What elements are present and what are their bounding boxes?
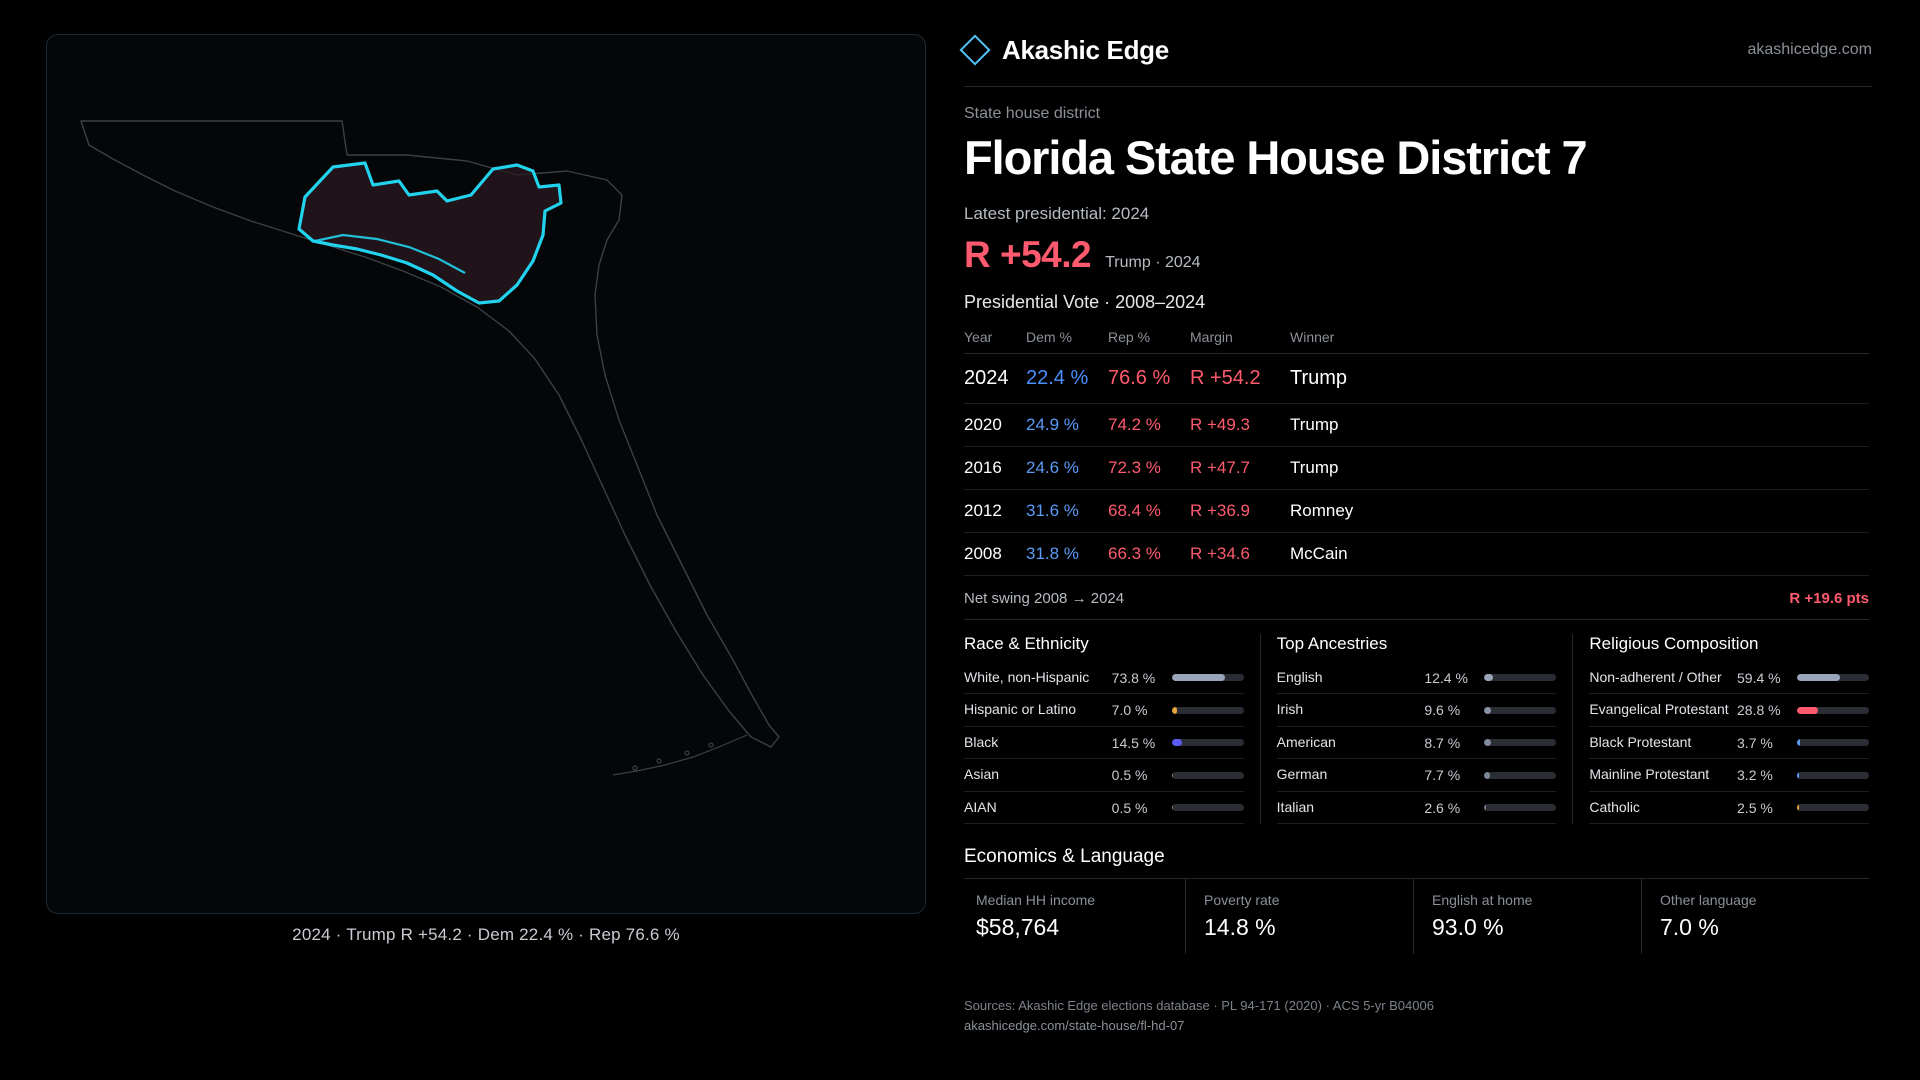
religion-value: 28.8 %: [1737, 702, 1781, 718]
header-rule-wrap: [960, 86, 1872, 87]
cell-winner: Trump: [1290, 446, 1869, 489]
religion-column: [1572, 634, 1869, 825]
econ-label: Other language: [1660, 892, 1757, 909]
religion-label: Mainline Protestant: [1589, 766, 1710, 783]
race-value: 0.5 %: [1111, 799, 1148, 816]
col-dem: Dem %: [1026, 323, 1108, 354]
ancestries-title: Top Ancestries: [1276, 633, 1388, 653]
religion-row: [1589, 792, 1869, 825]
race-label: Hispanic or Latino: [964, 701, 1077, 718]
ancestry-label: American: [1276, 733, 1336, 750]
ancestry-row: [1277, 792, 1557, 825]
econ-label: Median HH income: [976, 892, 1096, 909]
info-panel: [960, 0, 1920, 1080]
table-row: [964, 403, 1869, 446]
religion-bar: [1797, 804, 1869, 811]
ancestry-bar: [1484, 804, 1556, 811]
religion-row: [1589, 694, 1869, 727]
net-swing-label: Net swing 2008 → 2024: [964, 589, 1125, 607]
florida-keys: [613, 735, 747, 775]
headline-margin: [960, 234, 1872, 276]
race-title: Race & Ethnicity: [964, 633, 1089, 653]
race-row: [964, 759, 1244, 792]
col-year: Year: [964, 323, 1026, 354]
vote-section-title: Presidential Vote · 2008–2024: [964, 291, 1206, 312]
cell-year: 2016: [964, 446, 1026, 489]
race-bar: [1172, 772, 1244, 779]
cell-year: 2012: [964, 489, 1026, 532]
religion-label: Evangelical Protestant: [1589, 701, 1729, 718]
race-value: 7.0 %: [1111, 702, 1148, 718]
cell-margin: R +36.9: [1190, 489, 1290, 532]
cell-year: 2024: [964, 353, 1026, 403]
ancestries-column: [1260, 634, 1557, 825]
race-row: [964, 792, 1244, 825]
cell-winner: Trump: [1290, 403, 1869, 446]
footer-url[interactable]: akashicedge.com/state-house/fl-hd-07: [964, 1018, 1185, 1034]
table-row: [964, 489, 1869, 532]
ancestry-bar: [1484, 707, 1556, 714]
religion-row: [1589, 759, 1869, 792]
religion-label: Catholic: [1589, 798, 1640, 815]
cell-dem: 22.4 %: [1026, 353, 1108, 403]
economics-title: Economics & Language: [964, 846, 1165, 868]
ancestry-label: Italian: [1276, 798, 1315, 815]
diamond-icon: [959, 34, 990, 65]
ancestry-label: German: [1276, 766, 1328, 783]
table-header-row: [964, 323, 1869, 354]
cell-dem: 31.8 %: [1026, 532, 1108, 575]
race-bar: [1172, 707, 1244, 714]
race-value: 73.8 %: [1111, 669, 1156, 686]
race-row: [964, 662, 1244, 695]
ancestry-value: 9.6 %: [1424, 702, 1461, 718]
headline-margin-sub: Trump · 2024: [1105, 253, 1201, 271]
ancestry-label: English: [1276, 668, 1323, 685]
cell-rep: 76.6 %: [1108, 353, 1190, 403]
econ-cell: [1185, 879, 1413, 954]
col-margin: Margin: [1190, 323, 1290, 354]
religion-bar: [1797, 674, 1869, 681]
race-ethnicity-column: [964, 634, 1244, 825]
ancestry-bar: [1484, 772, 1556, 779]
cell-dem: 24.9 %: [1026, 403, 1108, 446]
religion-value: 3.7 %: [1737, 734, 1773, 751]
religion-bar: [1797, 739, 1869, 746]
ancestry-row: [1277, 662, 1557, 695]
cell-year: 2008: [964, 532, 1026, 575]
net-swing-value: R +19.6 pts: [1789, 589, 1869, 607]
net-swing-row: [964, 590, 1869, 607]
religion-value: 59.4 %: [1737, 669, 1781, 686]
race-row: [964, 694, 1244, 727]
religion-value: 2.5 %: [1737, 799, 1773, 816]
econ-value: 7.0 %: [1660, 914, 1719, 941]
religion-label: Non-adherent / Other: [1589, 668, 1722, 685]
race-bar: [1172, 739, 1244, 746]
race-label: Asian: [964, 766, 1000, 783]
cell-dem: 31.6 %: [1026, 489, 1108, 532]
ancestry-bar: [1484, 674, 1556, 681]
ancestry-value: 7.7 %: [1424, 767, 1461, 783]
religion-title: Religious Composition: [1589, 633, 1759, 653]
map-caption: 2024 · Trump R +54.2 · Dem 22.4 % · Rep 76.6 %: [292, 925, 680, 944]
brand-name: Akashic Edge: [1002, 34, 1169, 65]
religion-bar: [1797, 707, 1869, 714]
cell-dem: 24.6 %: [1026, 446, 1108, 489]
latest-presidential-label: Latest presidential: 2024: [964, 203, 1150, 223]
brand-url: akashicedge.com: [1747, 41, 1872, 58]
race-value: 14.5 %: [1111, 734, 1156, 751]
ancestry-row: [1277, 759, 1557, 792]
col-winner: Winner: [1290, 323, 1869, 354]
swing-divider: [964, 619, 1869, 620]
footer-sources: [964, 996, 1869, 1036]
sources-line: Sources: Akashic Edge elections database · PL 94-171 (2020) · ACS 5-yr B04006: [964, 998, 1434, 1014]
econ-label: Poverty rate: [1204, 892, 1280, 909]
econ-value: $58,764: [976, 914, 1060, 941]
cell-year: 2020: [964, 403, 1026, 446]
religion-label: Black Protestant: [1589, 733, 1692, 750]
ancestry-row: [1277, 727, 1557, 760]
eyebrow-label: State house district: [964, 105, 1101, 122]
race-value: 0.5 %: [1111, 767, 1148, 783]
ancestry-bar: [1484, 739, 1556, 746]
econ-value: 93.0 %: [1432, 914, 1504, 941]
race-label: AIAN: [964, 798, 997, 815]
ancestry-value: 12.4 %: [1424, 669, 1468, 686]
religion-value: 3.2 %: [1737, 767, 1773, 783]
cell-margin: R +54.2: [1190, 353, 1290, 403]
demographics-section: [964, 634, 1869, 825]
religion-row: [1589, 727, 1869, 760]
brand-row: [960, 28, 1872, 72]
table-row: [964, 353, 1869, 403]
religion-row: [1589, 662, 1869, 695]
religion-bar: [1797, 772, 1869, 779]
econ-label: English at home: [1432, 892, 1533, 909]
econ-cell: [1413, 879, 1641, 954]
econ-cell: [1641, 879, 1869, 954]
table-row: [964, 446, 1869, 489]
cell-margin: R +47.7: [1190, 446, 1290, 489]
race-label: Black: [964, 733, 999, 750]
race-row: [964, 727, 1244, 760]
econ-value: 14.8 %: [1204, 914, 1276, 941]
cell-winner: Trump: [1290, 353, 1869, 403]
headline-margin-value: R +54.2: [964, 233, 1092, 275]
race-bar: [1172, 804, 1244, 811]
cell-rep: 66.3 %: [1108, 532, 1190, 575]
map-frame: [46, 34, 926, 914]
cell-margin: R +49.3: [1190, 403, 1290, 446]
page-title: Florida State House District 7: [964, 131, 1587, 184]
cell-rep: 72.3 %: [1108, 446, 1190, 489]
ancestry-label: Irish: [1276, 701, 1304, 718]
cell-winner: McCain: [1290, 532, 1869, 575]
ancestry-row: [1277, 694, 1557, 727]
cell-rep: 74.2 %: [1108, 403, 1190, 446]
presidential-vote-table: [964, 323, 1869, 576]
ancestry-value: 2.6 %: [1424, 799, 1461, 816]
col-rep: Rep %: [1108, 323, 1190, 354]
econ-cell: [964, 879, 1185, 954]
cell-winner: Romney: [1290, 489, 1869, 532]
header-divider: [964, 86, 1872, 87]
cell-rep: 68.4 %: [1108, 489, 1190, 532]
table-row: [964, 532, 1869, 575]
florida-map[interactable]: [47, 35, 927, 915]
ancestry-value: 8.7 %: [1424, 734, 1461, 751]
economics-section: [964, 878, 1869, 954]
cell-margin: R +34.6: [1190, 532, 1290, 575]
race-bar: [1172, 674, 1244, 681]
race-label: White, non-Hispanic: [964, 668, 1090, 685]
